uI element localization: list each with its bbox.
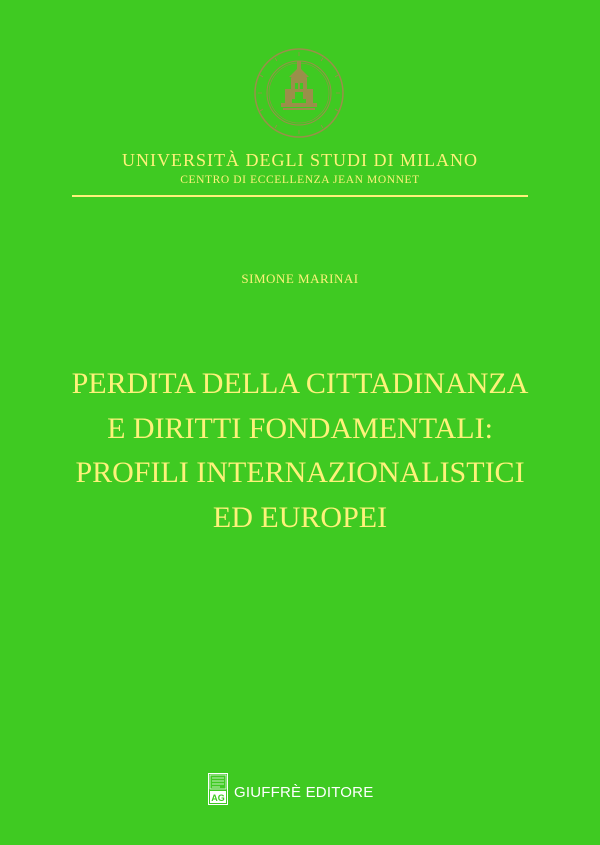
header-divider xyxy=(72,195,528,197)
centre-name: CENTRO DI ECCELLENZA JEAN MONNET xyxy=(180,174,420,186)
publisher-logo-text: AG xyxy=(211,793,225,803)
author-name: SIMONE MARINAI xyxy=(241,271,359,286)
publisher-block xyxy=(208,772,373,806)
title-line-2: E DIRITTI FONDAMENTALI: xyxy=(107,411,493,445)
university-seal-icon xyxy=(253,47,345,139)
publisher-logo-icon xyxy=(208,773,228,805)
title-line-3: PROFILI INTERNAZIONALISTICI xyxy=(75,456,525,489)
university-name: UNIVERSITÀ DEGLI STUDI DI MILANO xyxy=(122,150,478,170)
publisher-name: GIUFFRÈ EDITORE xyxy=(234,783,374,801)
title-line-4: ED EUROPEI xyxy=(212,500,388,534)
book-title xyxy=(0,362,600,540)
title-line-1: PERDITA DELLA CITTADINANZA xyxy=(71,367,529,400)
